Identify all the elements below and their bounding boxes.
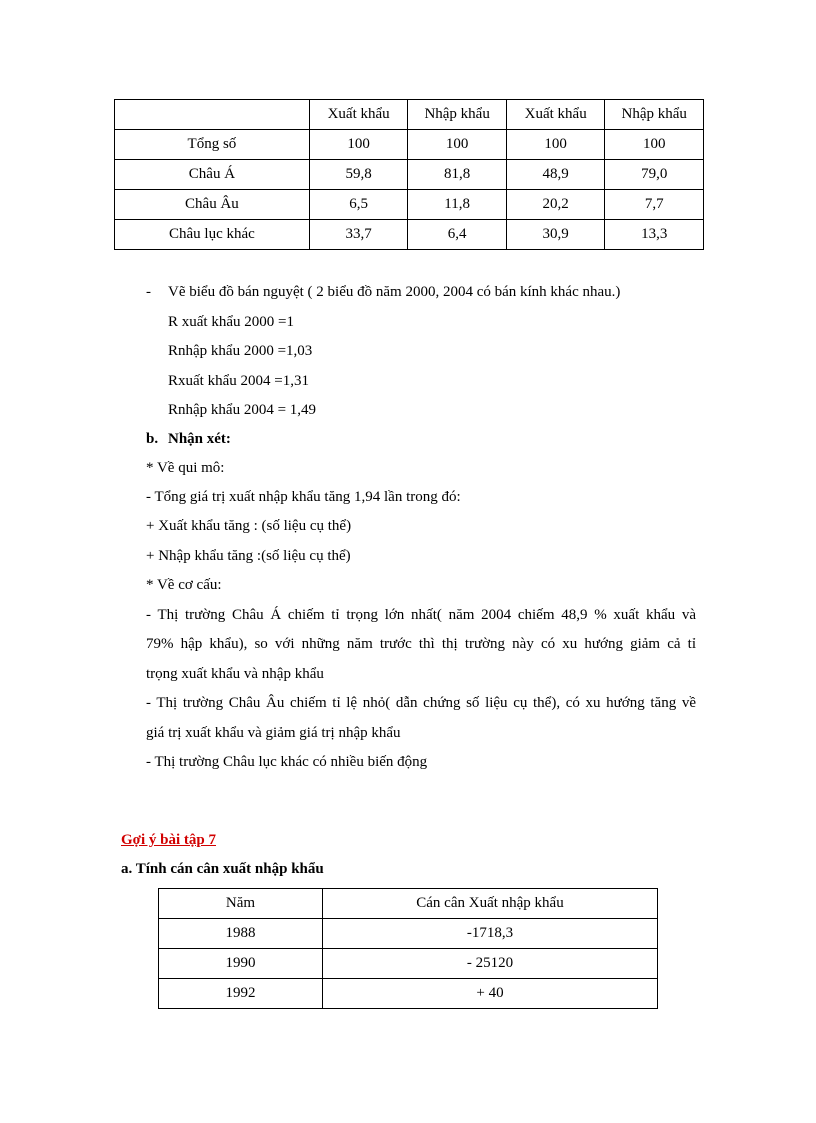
table-header-cell: Nhập khẩu xyxy=(408,100,507,130)
radius-line: R xuất khẩu 2000 =1 xyxy=(168,314,294,330)
table-header-row xyxy=(115,100,704,130)
scale-line: - Tổng giá trị xuất nhập khẩu tăng 1,94 lần trong đó: xyxy=(146,489,461,505)
table-cell: 1988 xyxy=(159,919,323,949)
market-structure-table xyxy=(114,99,704,250)
table-cell: Châu Âu xyxy=(115,190,310,220)
table-cell: 7,7 xyxy=(605,190,704,220)
table-header-cell: Xuất khẩu xyxy=(309,100,408,130)
table-cell: + 40 xyxy=(323,979,658,1009)
table-cell: 33,7 xyxy=(309,220,408,250)
structure-title: * Về cơ cấu: xyxy=(146,577,222,593)
table-cell: 20,2 xyxy=(506,190,605,220)
table-row xyxy=(159,949,658,979)
scale-line: + Xuất khẩu tăng : (số liệu cụ thể) xyxy=(146,518,352,534)
table-row xyxy=(115,220,704,250)
table-header-cell: Cán cân Xuất nhập khẩu xyxy=(323,889,658,919)
table-cell: Tổng số xyxy=(115,130,310,160)
table-row xyxy=(159,919,658,949)
table-header-cell xyxy=(115,100,310,130)
table-cell: 30,9 xyxy=(506,220,605,250)
trade-balance-table xyxy=(158,888,658,1009)
section-subtitle: a. Tính cán cân xuất nhập khẩu xyxy=(121,861,324,877)
asia-line: - Thị trường Châu Á chiếm tỉ trọng lớn nhất( năm 2004 chiếm 48,9 % xuất khẩu và xyxy=(146,607,696,623)
table-cell: 1992 xyxy=(159,979,323,1009)
table-cell: 48,9 xyxy=(506,160,605,190)
table-cell: Châu lục khác xyxy=(115,220,310,250)
europe-line: giá trị xuất khẩu và giảm giá trị nhập khẩu xyxy=(146,725,401,741)
radius-line: Rnhập khẩu 2004 = 1,49 xyxy=(168,402,317,418)
table-row xyxy=(115,190,704,220)
other-line: - Thị trường Châu lục khác có nhiều biến động xyxy=(146,754,428,770)
table-cell: 13,3 xyxy=(605,220,704,250)
scale-title: * Về qui mô: xyxy=(146,460,225,476)
table-row xyxy=(115,160,704,190)
table-row xyxy=(115,130,704,160)
table-row xyxy=(159,979,658,1009)
table-cell: 100 xyxy=(408,130,507,160)
asia-line: 79% hập khẩu), so với những năm trước thì thị trường này có xu hướng giảm cả tỉ xyxy=(146,636,696,652)
table-header-cell: Xuất khẩu xyxy=(506,100,605,130)
table-header-cell: Năm xyxy=(159,889,323,919)
heading-b: Nhận xét: xyxy=(168,431,231,447)
radius-line: Rnhập khẩu 2000 =1,03 xyxy=(168,343,313,359)
table-cell: Châu Á xyxy=(115,160,310,190)
table-cell: 100 xyxy=(309,130,408,160)
scale-line: + Nhập khẩu tăng :(số liệu cụ thể) xyxy=(146,548,351,564)
asia-line: trọng xuất khẩu và nhập khẩu xyxy=(146,666,324,682)
table-cell: 100 xyxy=(605,130,704,160)
table-cell: 59,8 xyxy=(309,160,408,190)
table-cell: 6,4 xyxy=(408,220,507,250)
table-cell: 6,5 xyxy=(309,190,408,220)
table-cell: 79,0 xyxy=(605,160,704,190)
bullet-text: Vẽ biểu đồ bán nguyệt ( 2 biểu đồ năm 2000, 2004 có bán kính khác nhau.) xyxy=(168,284,621,300)
table-cell: -1718,3 xyxy=(323,919,658,949)
table-header-cell: Nhập khẩu xyxy=(605,100,704,130)
table-cell: - 25120 xyxy=(323,949,658,979)
table-header-row xyxy=(159,889,658,919)
table-cell: 1990 xyxy=(159,949,323,979)
section-title: Gợi ý bài tập 7 xyxy=(121,832,216,848)
europe-line: - Thị trường Châu Âu chiếm tỉ lệ nhỏ( dẫn chứng số liệu cụ thể), có xu hướng tăng về xyxy=(146,695,696,711)
table-cell: 100 xyxy=(506,130,605,160)
bullet-dash: - xyxy=(146,284,151,300)
radius-line: Rxuất khẩu 2004 =1,31 xyxy=(168,373,309,389)
table-cell: 11,8 xyxy=(408,190,507,220)
heading-b-marker: b. xyxy=(146,431,159,447)
table-cell: 81,8 xyxy=(408,160,507,190)
